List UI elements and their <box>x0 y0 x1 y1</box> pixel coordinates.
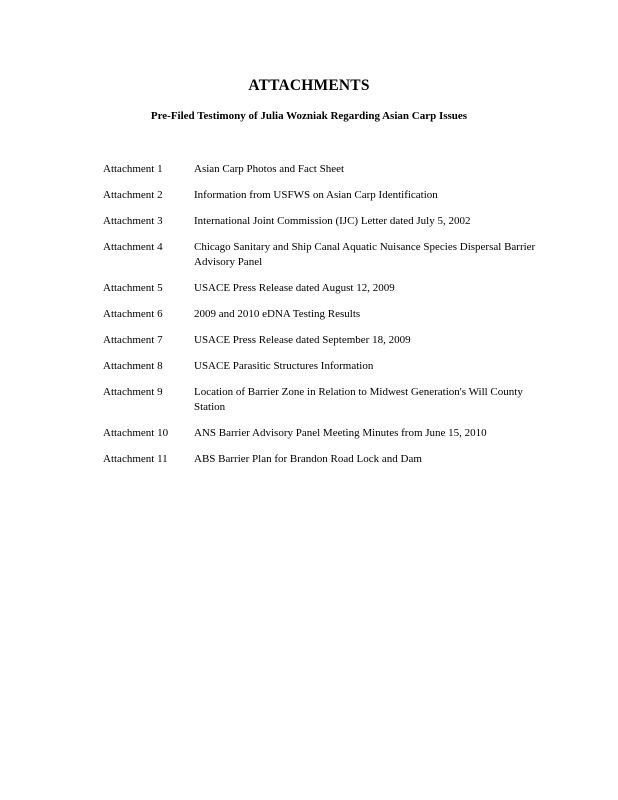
attachment-row-7 <box>103 333 543 348</box>
attachment-description: USACE Press Release dated September 18, 2009 <box>194 334 411 346</box>
attachment-description: Chicago Sanitary and Ship Canal Aquatic Nuisance Species Dispersal Barrier Advisory Panel <box>194 241 536 268</box>
attachment-description: USACE Press Release dated August 12, 2009 <box>194 282 395 294</box>
attachment-label: Attachment 5 <box>103 282 163 294</box>
attachment-row-11 <box>103 452 543 467</box>
attachment-label: Attachment 7 <box>103 334 163 346</box>
attachment-row-2 <box>103 188 543 203</box>
attachment-description: 2009 and 2010 eDNA Testing Results <box>194 308 361 320</box>
attachment-label: Attachment 9 <box>103 386 163 398</box>
attachment-description: International Joint Commission (IJC) Letter dated July 5, 2002 <box>194 215 471 227</box>
page-title: ATTACHMENTS <box>248 77 370 94</box>
attachment-row-8 <box>103 359 543 374</box>
attachment-description: Location of Barrier Zone in Relation to Midwest Generation's Will County Station <box>194 386 523 413</box>
attachment-row-6 <box>103 307 543 322</box>
attachment-label: Attachment 10 <box>103 427 169 439</box>
attachment-row-1 <box>103 162 543 177</box>
attachment-description: Information from USFWS on Asian Carp Identification <box>194 189 438 201</box>
attachment-label: Attachment 1 <box>103 163 163 175</box>
attachment-row-3 <box>103 214 543 229</box>
attachment-description: ANS Barrier Advisory Panel Meeting Minutes from June 15, 2010 <box>194 427 487 439</box>
page-subtitle: Pre-Filed Testimony of Julia Wozniak Regarding Asian Carp Issues <box>150 110 468 122</box>
attachment-list <box>103 162 543 478</box>
attachment-label: Attachment 4 <box>103 241 163 253</box>
attachment-label: Attachment 2 <box>103 189 163 201</box>
attachment-description: Asian Carp Photos and Fact Sheet <box>194 163 345 175</box>
attachment-label: Attachment 3 <box>103 215 163 227</box>
attachment-label: Attachment 8 <box>103 360 163 372</box>
attachment-description: ABS Barrier Plan for Brandon Road Lock and Dam <box>194 453 422 465</box>
attachment-row-10 <box>103 426 543 441</box>
attachment-description: USACE Parasitic Structures Information <box>194 360 374 372</box>
attachment-label: Attachment 6 <box>103 308 163 320</box>
attachment-row-9 <box>103 385 543 415</box>
attachment-row-4 <box>103 240 543 270</box>
attachment-label: Attachment 11 <box>103 453 168 465</box>
attachment-row-5 <box>103 281 543 296</box>
